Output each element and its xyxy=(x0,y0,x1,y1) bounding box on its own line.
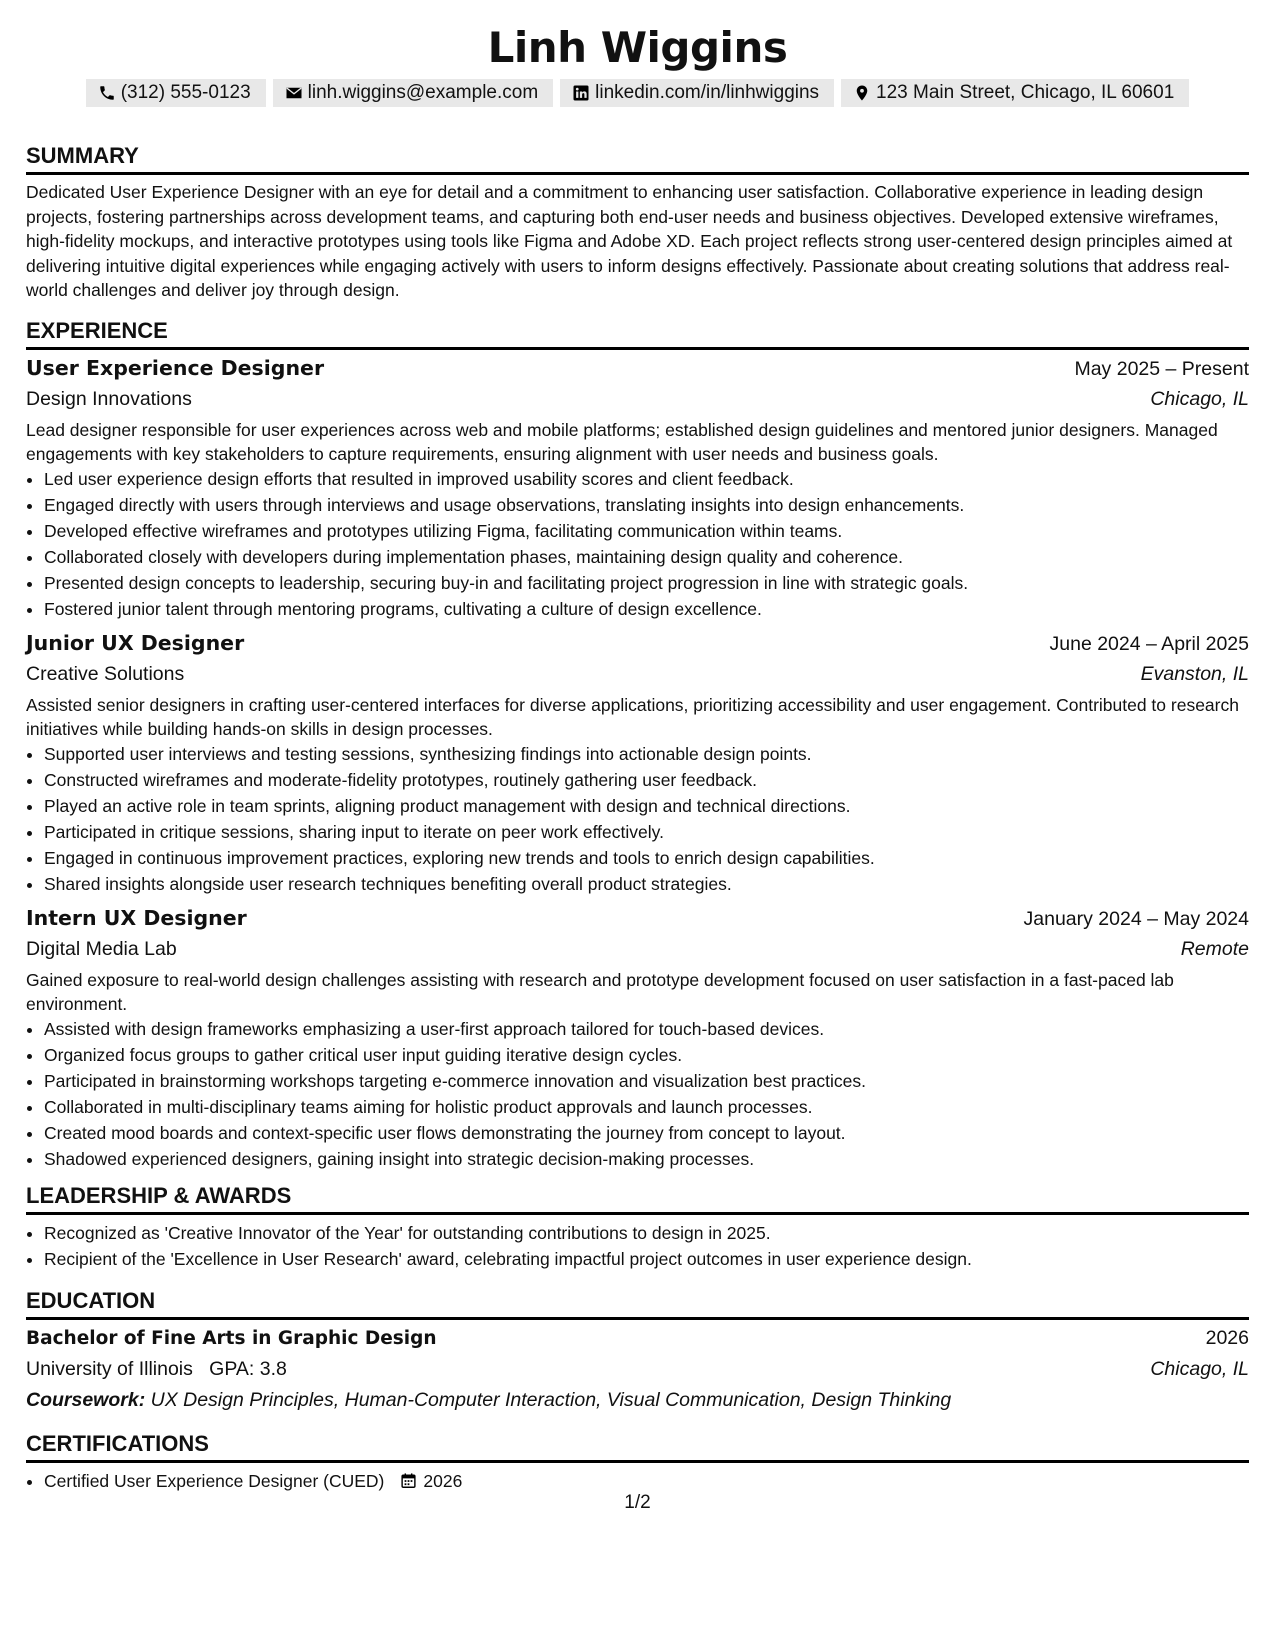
job-description: Lead designer responsible for user experiences across web and mobile platforms; established design guidelines and mentored junior designers. Managed engagements with key stakeholders to capture requirements, ensuring alignment with user needs and business goals. xyxy=(26,419,1218,464)
email-text: linh.wiggins@example.com xyxy=(307,82,539,103)
contact-email[interactable] xyxy=(273,79,554,107)
coursework-label: Coursework: xyxy=(26,1388,146,1411)
school-name: University of Illinois xyxy=(26,1357,193,1380)
company-name: Digital Media Lab xyxy=(26,937,177,960)
contact-linkedin[interactable] xyxy=(560,79,834,107)
job-title: User Experience Designer xyxy=(26,355,325,380)
envelope-icon xyxy=(285,84,303,102)
list-item: • Participated in brainstorming workshops targeting e-commerce innovation and visualization best practices. xyxy=(44,1068,1249,1094)
list-item: • Supported user interviews and testing sessions, synthesizing findings into actionable design points. xyxy=(44,741,1249,767)
contact-address[interactable] xyxy=(841,79,1189,107)
list-item: • Shared insights alongside user research techniques benefiting overall product strategies. xyxy=(44,871,1249,897)
coursework-line xyxy=(26,1385,1249,1415)
certification-name: • Certified User Experience Designer (CUED) xyxy=(44,1470,385,1491)
job-location: Evanston, IL xyxy=(1140,662,1249,685)
school-line xyxy=(26,1354,287,1385)
list-item: • Recognized as 'Creative Innovator of the Year' for outstanding contributions to design in 2025. xyxy=(44,1220,1249,1246)
list-item: • Engaged directly with users through interviews and usage observations, translating insights into design enhancements. xyxy=(44,492,1249,518)
list-item: • Collaborated in multi-disciplinary teams aiming for holistic product approvals and launch processes. xyxy=(44,1094,1249,1120)
certifications-section xyxy=(26,1429,1249,1494)
page-number: 1/2 xyxy=(624,1492,651,1513)
certifications-list xyxy=(26,1468,1249,1494)
list-item: • Recipient of the 'Excellence in User Research' award, celebrating impactful project outcomes in user experience design. xyxy=(44,1246,1249,1272)
awards-list xyxy=(26,1220,1249,1272)
section-title: LEADERSHIP & AWARDS xyxy=(26,1181,1249,1215)
job-dates: January 2024 – May 2024 xyxy=(1023,907,1249,930)
list-item: • Shadowed experienced designers, gaining insight into strategic decision-making processes. xyxy=(44,1146,1249,1172)
job-entry xyxy=(26,353,1249,622)
job-dates: May 2025 – Present xyxy=(1074,357,1249,380)
job-title: Junior UX Designer xyxy=(26,630,245,655)
degree-name: Bachelor of Fine Arts in Graphic Design xyxy=(26,1327,437,1349)
job-title: Intern UX Designer xyxy=(26,905,247,930)
leadership-section xyxy=(26,1181,1249,1272)
school-location: Chicago, IL xyxy=(1150,1357,1249,1380)
phone-icon xyxy=(98,84,116,102)
job-bullets xyxy=(26,466,1249,622)
job-dates: June 2024 – April 2025 xyxy=(1049,632,1249,655)
contact-phone[interactable] xyxy=(86,79,266,107)
section-title: EXPERIENCE xyxy=(26,316,1249,350)
section-title: SUMMARY xyxy=(26,141,1249,175)
list-item: • Collaborated closely with developers during implementation phases, maintaining design quality and coherence. xyxy=(44,544,1249,570)
certification-year: 2026 xyxy=(423,1470,463,1491)
map-pin-icon xyxy=(853,84,871,102)
candidate-name: Linh Wiggins xyxy=(487,23,788,72)
list-item: • Engaged in continuous improvement practices, exploring new trends and tools to enrich design capabilities. xyxy=(44,845,1249,871)
contact-bar xyxy=(26,79,1249,107)
job-location: Remote xyxy=(1180,937,1249,960)
address-text: 123 Main Street, Chicago, IL 60601 xyxy=(876,82,1175,103)
list-item: • Organized focus groups to gather critical user input guiding iterative design cycles. xyxy=(44,1042,1249,1068)
list-item: • Created mood boards and context-specific user flows demonstrating the journey from concept to layout. xyxy=(44,1120,1249,1146)
summary-text: Dedicated User Experience Designer with an eye for detail and a commitment to enhancing user satisfaction. Collaborative experience in leading design projects, fostering partnerships across development teams, and capturing both end-user needs and business objectives. Developed extensive wireframes, high-fidelity mockups, and interactive prototypes using tools like Figma and Adobe XD. Each project reflects strong user-centered design principles aimed at delivering intuitive digital experiences while engaging actively with users to inform designs effectively. Passionate about creating solutions that address real-world challenges and deliver joy through design. xyxy=(26,182,1233,301)
graduation-year: 2026 xyxy=(1205,1326,1249,1349)
list-item: • Constructed wireframes and moderate-fidelity prototypes, routinely gathering user feedback. xyxy=(44,767,1249,793)
linkedin-icon xyxy=(572,84,590,102)
experience-section xyxy=(26,316,1249,1172)
linkedin-text: linkedin.com/in/linhwiggins xyxy=(595,82,820,103)
section-title: EDUCATION xyxy=(26,1286,1249,1320)
job-bullets xyxy=(26,1016,1249,1172)
list-item: • Played an active role in team sprints, aligning product management with design and technical directions. xyxy=(44,793,1249,819)
education-section xyxy=(26,1286,1249,1415)
coursework-list: UX Design Principles, Human-Computer Interaction, Visual Communication, Design Thinking xyxy=(150,1388,952,1411)
list-item: • Presented design concepts to leadership, securing buy-in and facilitating project progression in line with strategic goals. xyxy=(44,570,1249,596)
list-item: • Developed effective wireframes and prototypes utilizing Figma, facilitating communication within teams. xyxy=(44,518,1249,544)
phone-text: (312) 555-0123 xyxy=(120,82,251,103)
job-location: Chicago, IL xyxy=(1150,387,1249,410)
list-item: • Fostered junior talent through mentoring programs, cultivating a culture of design excellence. xyxy=(44,596,1249,622)
list-item: • Led user experience design efforts that resulted in improved usability scores and client feedback. xyxy=(44,466,1249,492)
list-item: • Participated in critique sessions, sharing input to iterate on peer work effectively. xyxy=(44,819,1249,845)
list-item xyxy=(44,1468,1249,1494)
company-name: Design Innovations xyxy=(26,387,192,410)
job-entry xyxy=(26,903,1249,1172)
calendar-icon xyxy=(400,1472,417,1489)
list-item: • Assisted with design frameworks emphasizing a user-first approach tailored for touch-based devices. xyxy=(44,1016,1249,1042)
company-name: Creative Solutions xyxy=(26,662,185,685)
section-title: CERTIFICATIONS xyxy=(26,1429,1249,1463)
job-description: Assisted senior designers in crafting user-centered interfaces for diverse applications, prioritizing accessibility and user engagement. Contributed to research initiatives while building hands-on skills in design processes. xyxy=(26,694,1239,739)
job-bullets xyxy=(26,741,1249,897)
summary-section xyxy=(26,141,1249,303)
gpa: GPA: 3.8 xyxy=(209,1357,287,1380)
job-entry xyxy=(26,628,1249,897)
job-description: Gained exposure to real-world design challenges assisting with research and prototype development focused on user satisfaction in a fast-paced lab environment. xyxy=(26,969,1174,1014)
